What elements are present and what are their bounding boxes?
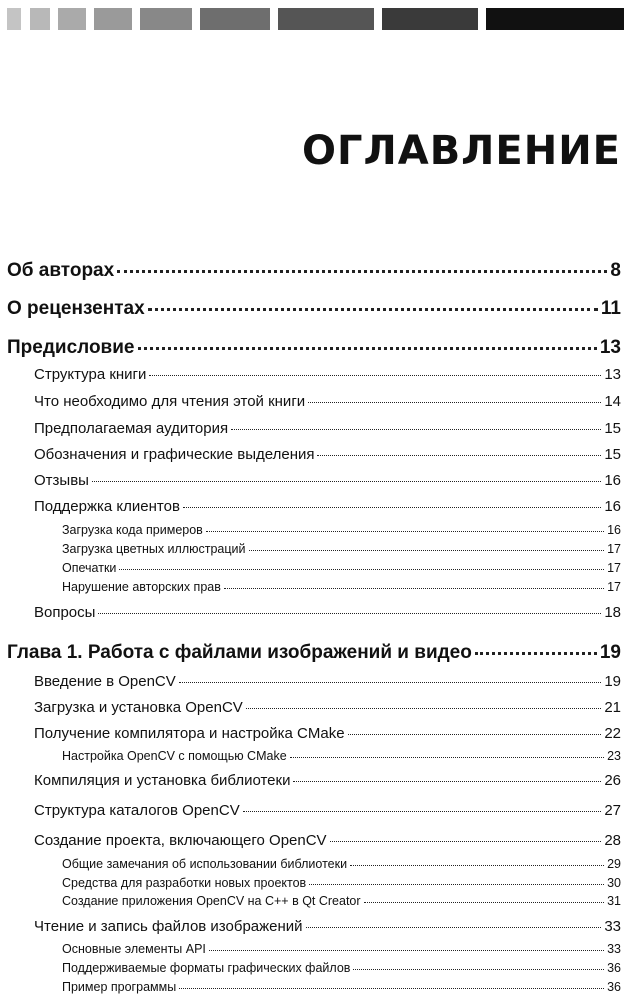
page-title: ОГЛАВЛЕНИЕ (302, 128, 621, 174)
toc-entry[interactable]: Вопросы 18 (34, 604, 621, 621)
toc-entry[interactable]: Предполагаемая аудитория 15 (34, 420, 621, 437)
toc-entry[interactable]: Поддержка клиентов 16 (34, 498, 621, 515)
header-bar (200, 8, 270, 30)
header-bar (382, 8, 478, 30)
toc-entry[interactable]: Загрузка и установка OpenCV 21 (34, 699, 621, 716)
toc-entry[interactable]: Глава 1. Работа с файлами изображений и видео 19 (7, 642, 621, 663)
toc-entry[interactable]: Поддерживаемые форматы графических файлов 36 (62, 961, 621, 975)
toc-entry[interactable]: Средства для разработки новых проектов 30 (62, 876, 621, 890)
toc-entry[interactable]: Получение компилятора и настройка CMake 22 (34, 725, 621, 742)
toc-entry[interactable]: Обозначения и графические выделения 15 (34, 446, 621, 463)
toc-entry[interactable]: Отзывы 16 (34, 472, 621, 489)
toc-entry[interactable]: Нарушение авторских прав 17 (62, 580, 621, 594)
header-bar (94, 8, 132, 30)
toc-entry[interactable]: Компиляция и установка библиотеки 26 (34, 772, 621, 789)
toc-entry[interactable]: Опечатки 17 (62, 561, 621, 575)
header-bar (486, 8, 624, 30)
toc-entry[interactable]: Предисловие 13 (7, 337, 621, 358)
toc-entry[interactable]: Пример программы 36 (62, 980, 621, 994)
toc-entry[interactable]: Что необходимо для чтения этой книги 14 (34, 393, 621, 410)
toc-entry[interactable]: Настройка OpenCV с помощью CMake 23 (62, 749, 621, 763)
header-bar (140, 8, 192, 30)
toc-entry[interactable]: Создание проекта, включающего OpenCV 28 (34, 832, 621, 849)
toc-entry[interactable]: Введение в OpenCV 19 (34, 673, 621, 690)
toc-entry[interactable]: Общие замечания об использовании библиотеки 29 (62, 857, 621, 871)
toc-entry[interactable]: Об авторах 8 (7, 260, 621, 281)
header-bar (7, 8, 21, 30)
toc-entry[interactable]: Структура каталогов OpenCV 27 (34, 802, 621, 819)
toc-entry[interactable]: Загрузка кода примеров 16 (62, 523, 621, 537)
toc-entry[interactable]: Загрузка цветных иллюстраций 17 (62, 542, 621, 556)
toc-entry[interactable]: О рецензентах 11 (7, 298, 621, 319)
header-bar (30, 8, 50, 30)
toc-entry[interactable]: Чтение и запись файлов изображений 33 (34, 918, 621, 935)
header-bar (58, 8, 86, 30)
toc-entry[interactable]: Структура книги 13 (34, 366, 621, 383)
header-bar (278, 8, 374, 30)
toc-entry[interactable]: Основные элементы API 33 (62, 942, 621, 956)
toc-entry[interactable]: Создание приложения OpenCV на C++ в Qt Creator 31 (62, 894, 621, 908)
